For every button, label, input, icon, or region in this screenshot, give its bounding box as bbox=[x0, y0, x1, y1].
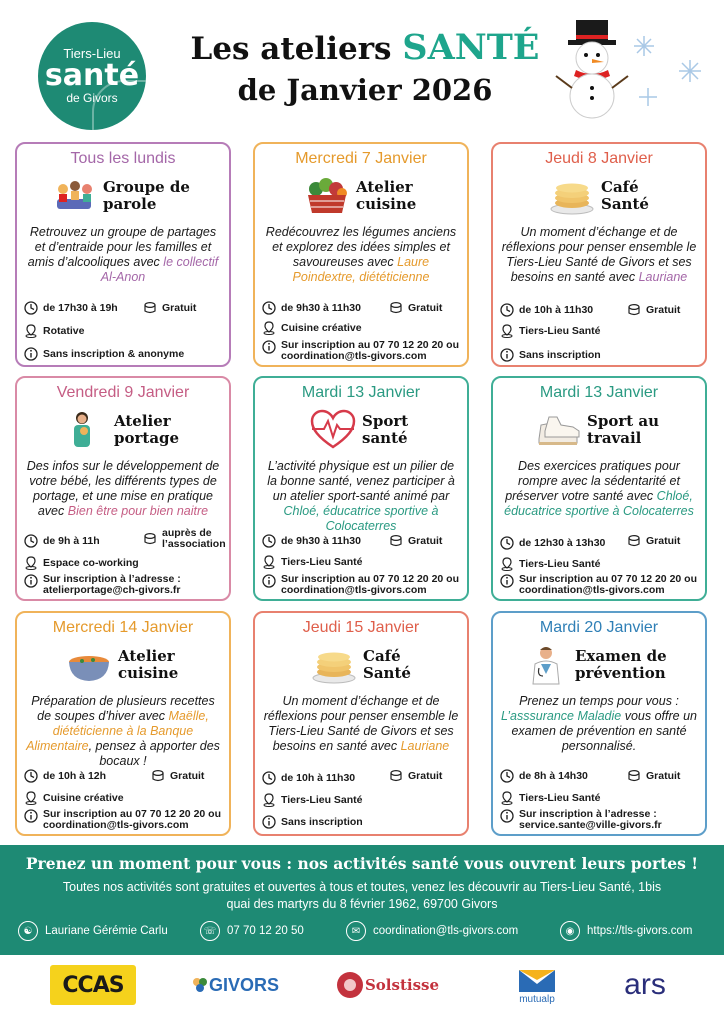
price-row bbox=[389, 301, 442, 315]
registration-text: Sans inscription & anonyme bbox=[43, 348, 185, 360]
price-row bbox=[143, 528, 229, 550]
place-row bbox=[262, 321, 362, 335]
heartbeat-icon bbox=[310, 409, 356, 451]
card-date: Mardi 13 Janvier bbox=[301, 384, 421, 401]
card-atelier-cuisine-2 bbox=[15, 611, 231, 836]
price-text: Gratuit bbox=[408, 770, 443, 782]
coins-icon bbox=[627, 769, 641, 783]
mutualp-logo-text: mutualp bbox=[519, 993, 555, 1005]
registration-text: Sur inscription à l’adresse : service.sante@ville-givors.fr bbox=[519, 808, 662, 831]
coins-icon bbox=[143, 532, 157, 546]
contact-email[interactable] bbox=[346, 921, 518, 941]
time-text: de 10h à 11h30 bbox=[281, 772, 356, 784]
email-icon: ✉ bbox=[346, 921, 366, 941]
card-title: Examen de prévention bbox=[575, 647, 667, 682]
desc-text: Préparation de plusieurs recettes de soupes d’hiver avec bbox=[31, 694, 215, 723]
footer-band bbox=[0, 845, 724, 955]
price-row bbox=[627, 303, 680, 317]
baby-carrier-icon bbox=[62, 409, 108, 451]
handshake-icon: ☯ bbox=[18, 921, 38, 941]
price-text: Gratuit bbox=[646, 304, 681, 316]
place-row bbox=[262, 793, 363, 807]
clock-icon bbox=[500, 769, 514, 783]
card-date: Mardi 13 Janvier bbox=[539, 384, 659, 401]
location-icon bbox=[24, 791, 38, 805]
group-discussion-icon bbox=[51, 175, 97, 217]
registration-row bbox=[500, 809, 690, 831]
time-text: de 9h30 à 11h30 bbox=[281, 302, 361, 314]
info-icon bbox=[500, 574, 514, 588]
card-examen-prevention bbox=[491, 611, 707, 836]
place-text: Tiers-Lieu Santé bbox=[519, 558, 601, 570]
location-icon bbox=[262, 555, 276, 569]
registration-row bbox=[500, 574, 700, 596]
logo-line3: de Givors bbox=[66, 91, 118, 105]
price-row bbox=[627, 769, 680, 783]
title-part1: Les ateliers bbox=[190, 31, 392, 67]
time-row bbox=[24, 301, 118, 315]
card-sport-travail bbox=[491, 376, 707, 601]
time-text: de 8h à 14h30 bbox=[519, 770, 588, 782]
registration-row bbox=[24, 347, 184, 361]
time-text: de 9h à 11h bbox=[43, 535, 100, 547]
place-row bbox=[262, 555, 363, 569]
place-text: Cuisine créative bbox=[43, 792, 124, 804]
place-row bbox=[24, 324, 84, 338]
desc-highlight: L’asssurance Maladie bbox=[501, 709, 622, 723]
desc-text: Un moment d’échange et de réflexions pour penser ensemble le Tiers-Lieu Santé de Givors et ses besoins en santé avec bbox=[263, 694, 459, 753]
card-title: Sport au travail bbox=[587, 412, 660, 447]
place-text: Tiers-Lieu Santé bbox=[281, 556, 363, 568]
ccas-logo: CCAS bbox=[50, 965, 136, 1005]
card-date: Mercredi 14 Janvier bbox=[52, 619, 194, 636]
snowflakes-icon bbox=[624, 26, 714, 116]
contact-name: Lauriane Gérémie Carlu bbox=[45, 925, 168, 937]
clock-icon bbox=[500, 536, 514, 550]
card-atelier-portage bbox=[15, 376, 231, 601]
desc-text: Des exercices pratiques pour rompre avec la sédentarité et préserver votre santé avec bbox=[505, 459, 680, 503]
time-text: de 10h à 11h30 bbox=[519, 304, 594, 316]
card-description bbox=[24, 694, 222, 769]
phone-icon: ☏ bbox=[200, 921, 220, 941]
coins-icon bbox=[627, 534, 641, 548]
price-row bbox=[389, 534, 442, 548]
registration-row bbox=[262, 340, 462, 362]
clock-icon bbox=[262, 771, 276, 785]
card-title: Sport santé bbox=[362, 412, 409, 447]
card-date: Mercredi 7 Janvier bbox=[295, 150, 427, 167]
title-line2: de Janvier 2026 bbox=[237, 73, 493, 107]
time-row bbox=[24, 769, 106, 783]
vegetable-basket-icon bbox=[304, 175, 350, 217]
time-text: de 12h30 à 13h30 bbox=[519, 537, 606, 549]
location-icon bbox=[262, 321, 276, 335]
card-date: Vendredi 9 Janvier bbox=[56, 384, 190, 401]
place-text: Cuisine créative bbox=[281, 322, 362, 334]
desc-highlight: Bien être pour bien naitre bbox=[67, 504, 209, 518]
footer-subline: Toutes nos activités sont gratuites et ouvertes à tous et toutes, venez les découvrir au Tiers-Lieu Santé, 1bis quai des martyrs du 8 février 1962, 69700 Givors bbox=[62, 880, 662, 911]
clock-icon bbox=[262, 534, 276, 548]
place-text: Rotative bbox=[43, 325, 85, 337]
info-icon bbox=[262, 340, 276, 354]
pancake-stack-icon bbox=[549, 175, 595, 217]
place-text: Espace co-working bbox=[43, 557, 139, 569]
location-icon bbox=[500, 557, 514, 571]
location-icon bbox=[262, 793, 276, 807]
desc-highlight: Maëlle, diététicienne à la Banque Alimentaire bbox=[26, 709, 209, 753]
desc-text: Prenez un temps pour vous : bbox=[519, 694, 679, 708]
desc-highlight: Lauriane bbox=[638, 270, 688, 284]
place-row bbox=[24, 556, 139, 570]
card-description bbox=[262, 459, 460, 534]
info-icon bbox=[24, 347, 38, 361]
location-icon bbox=[24, 324, 38, 338]
desc-after: , pensez à apporter des bocaux ! bbox=[88, 739, 220, 768]
card-title: Atelier cuisine bbox=[356, 178, 417, 213]
info-icon bbox=[500, 809, 514, 823]
clock-icon bbox=[24, 301, 38, 315]
registration-row bbox=[24, 574, 194, 596]
card-sport-sante bbox=[253, 376, 469, 601]
price-text: auprès de l’association bbox=[162, 527, 226, 550]
registration-row bbox=[24, 809, 224, 831]
price-text: Gratuit bbox=[646, 535, 681, 547]
place-row bbox=[500, 791, 601, 805]
registration-row bbox=[262, 815, 363, 829]
footer-headline: Prenez un moment pour vous : nos activités santé vous ouvrent leurs portes ! bbox=[25, 854, 699, 873]
card-description bbox=[262, 694, 460, 754]
givors-logo-text: GIVORS bbox=[208, 974, 279, 995]
registration-text: Sur inscription au 07 70 12 20 20 ou coordination@tls-givors.com bbox=[281, 339, 459, 362]
price-row bbox=[627, 534, 680, 548]
time-text: de 17h30 à 19h bbox=[43, 302, 118, 314]
card-date: Jeudi 15 Janvier bbox=[302, 619, 420, 636]
solstisse-logo-text: Solstisse bbox=[364, 976, 440, 994]
info-icon bbox=[262, 815, 276, 829]
sneakers-icon bbox=[535, 409, 581, 451]
desc-text: L’activité physique est un pilier de la bonne santé, venez participer à un atelier sport-santé animé par bbox=[267, 459, 455, 503]
time-row bbox=[24, 534, 100, 548]
clock-icon bbox=[24, 769, 38, 783]
contact-person bbox=[18, 921, 168, 941]
card-date: Tous les lundis bbox=[70, 150, 176, 167]
mutualp-logo bbox=[510, 960, 564, 1010]
logo-line1: Tiers-Lieu bbox=[63, 46, 121, 61]
location-icon bbox=[24, 556, 38, 570]
pancake-stack-icon bbox=[311, 644, 357, 686]
card-description bbox=[24, 225, 222, 285]
card-date: Mardi 20 Janvier bbox=[539, 619, 659, 636]
place-text: Tiers-Lieu Santé bbox=[519, 792, 601, 804]
time-row bbox=[500, 769, 588, 783]
card-description bbox=[500, 459, 698, 519]
contact-website[interactable] bbox=[560, 921, 692, 941]
time-row bbox=[262, 771, 355, 785]
desc-text: Redécouvrez les légumes anciens et explorez des idées simples et savoureuses avec bbox=[265, 225, 457, 269]
contact-site-text: https://tls-givors.com bbox=[587, 925, 693, 937]
mutualp-mark-icon bbox=[517, 966, 557, 994]
card-title: Café Santé bbox=[601, 178, 649, 213]
desc-highlight: Chloé, éducatrice sportive à Colocaterres bbox=[504, 489, 694, 518]
clock-icon bbox=[500, 303, 514, 317]
soup-bowl-icon bbox=[66, 644, 112, 686]
time-text: de 9h30 à 11h30 bbox=[281, 535, 361, 547]
snowman-icon bbox=[552, 18, 632, 122]
givors-logo bbox=[190, 960, 280, 1010]
info-icon bbox=[24, 574, 38, 588]
clock-icon bbox=[262, 301, 276, 315]
desc-highlight: Lauriane bbox=[400, 739, 450, 753]
card-title: Atelier cuisine bbox=[118, 647, 179, 682]
registration-text: Sur inscription au 07 70 12 20 20 ou coordination@tls-givors.com bbox=[281, 573, 459, 596]
time-row bbox=[262, 301, 361, 315]
card-cafe-sante-2 bbox=[253, 611, 469, 836]
coins-icon bbox=[389, 534, 403, 548]
registration-text: Sur inscription au 07 70 12 20 20 ou coordination@tls-givors.com bbox=[43, 808, 221, 831]
registration-row bbox=[500, 348, 601, 362]
price-row bbox=[389, 769, 442, 783]
info-icon bbox=[262, 574, 276, 588]
place-row bbox=[24, 791, 124, 805]
card-description bbox=[24, 459, 222, 519]
contact-phone[interactable] bbox=[200, 921, 304, 941]
place-row bbox=[500, 324, 601, 338]
givors-mark-icon bbox=[191, 976, 209, 994]
registration-text: Sans inscription bbox=[281, 816, 363, 828]
registration-text: Sur inscription au 07 70 12 20 20 ou coordination@tls-givors.com bbox=[519, 573, 697, 596]
place-row bbox=[500, 557, 601, 571]
location-icon bbox=[500, 324, 514, 338]
location-icon bbox=[500, 791, 514, 805]
price-text: Gratuit bbox=[162, 302, 197, 314]
price-row bbox=[143, 301, 196, 315]
desc-highlight: Laure Poindextre, diététicienne bbox=[292, 255, 430, 284]
card-cafe-sante-1 bbox=[491, 142, 707, 367]
card-description bbox=[500, 694, 698, 754]
card-title: Café Santé bbox=[363, 647, 411, 682]
coins-icon bbox=[627, 303, 641, 317]
globe-icon: ◉ bbox=[560, 921, 580, 941]
registration-text: Sans inscription bbox=[519, 349, 601, 361]
ars-logo: ars bbox=[624, 968, 666, 1001]
clock-icon bbox=[24, 534, 38, 548]
desc-text: Des infos sur le développement de votre bébé, les différents types de portage, et une mise en pratique avec bbox=[26, 459, 220, 518]
tiers-lieu-sante-logo bbox=[38, 22, 146, 130]
solstisse-mark-icon bbox=[335, 970, 365, 1000]
card-description bbox=[262, 225, 460, 285]
logo-line2: santé bbox=[44, 58, 140, 93]
price-text: Gratuit bbox=[408, 302, 443, 314]
registration-row bbox=[262, 574, 462, 596]
card-title: Groupe de parole bbox=[103, 178, 190, 213]
contact-email-text: coordination@tls-givors.com bbox=[373, 925, 519, 937]
desc-highlight: Chloé, éducatrice sportive à Colocaterres bbox=[283, 504, 439, 533]
time-row bbox=[500, 303, 593, 317]
page-title bbox=[180, 28, 550, 111]
card-date: Jeudi 8 Janvier bbox=[545, 150, 653, 167]
info-icon bbox=[24, 809, 38, 823]
desc-after: vous offre un examen de prévention en santé personnalisé. bbox=[511, 709, 697, 753]
coins-icon bbox=[389, 301, 403, 315]
coins-icon bbox=[143, 301, 157, 315]
desc-highlight: le collectif Al-Anon bbox=[100, 255, 219, 284]
price-text: Gratuit bbox=[646, 770, 681, 782]
desc-text: Un moment d’échange et de réflexions pour penser ensemble le Tiers-Lieu Santé de Givors et ses besoins en santé avec bbox=[501, 225, 697, 284]
place-text: Tiers-Lieu Santé bbox=[519, 325, 601, 337]
price-text: Gratuit bbox=[408, 535, 443, 547]
time-row bbox=[500, 536, 605, 550]
title-accent: SANTÉ bbox=[402, 27, 540, 68]
coins-icon bbox=[151, 769, 165, 783]
place-text: Tiers-Lieu Santé bbox=[281, 794, 363, 806]
time-row bbox=[262, 534, 361, 548]
desc-text: Retrouvez un groupe de partages et d’entraide pour les familles et amis d’alcooliques avec bbox=[27, 225, 217, 269]
registration-text: Sur inscription à l’adresse : atelierportage@ch-givors.fr bbox=[43, 573, 181, 596]
time-text: de 10h à 12h bbox=[43, 770, 107, 782]
card-description bbox=[500, 225, 698, 285]
contact-phone-text: 07 70 12 20 50 bbox=[227, 925, 304, 937]
info-icon bbox=[500, 348, 514, 362]
card-title: Atelier portage bbox=[114, 412, 180, 447]
doctor-icon bbox=[523, 644, 569, 686]
card-groupe-parole bbox=[15, 142, 231, 367]
price-row bbox=[151, 769, 204, 783]
coins-icon bbox=[389, 769, 403, 783]
card-atelier-cuisine-1 bbox=[253, 142, 469, 367]
price-text: Gratuit bbox=[170, 770, 205, 782]
solstisse-logo bbox=[332, 960, 442, 1010]
